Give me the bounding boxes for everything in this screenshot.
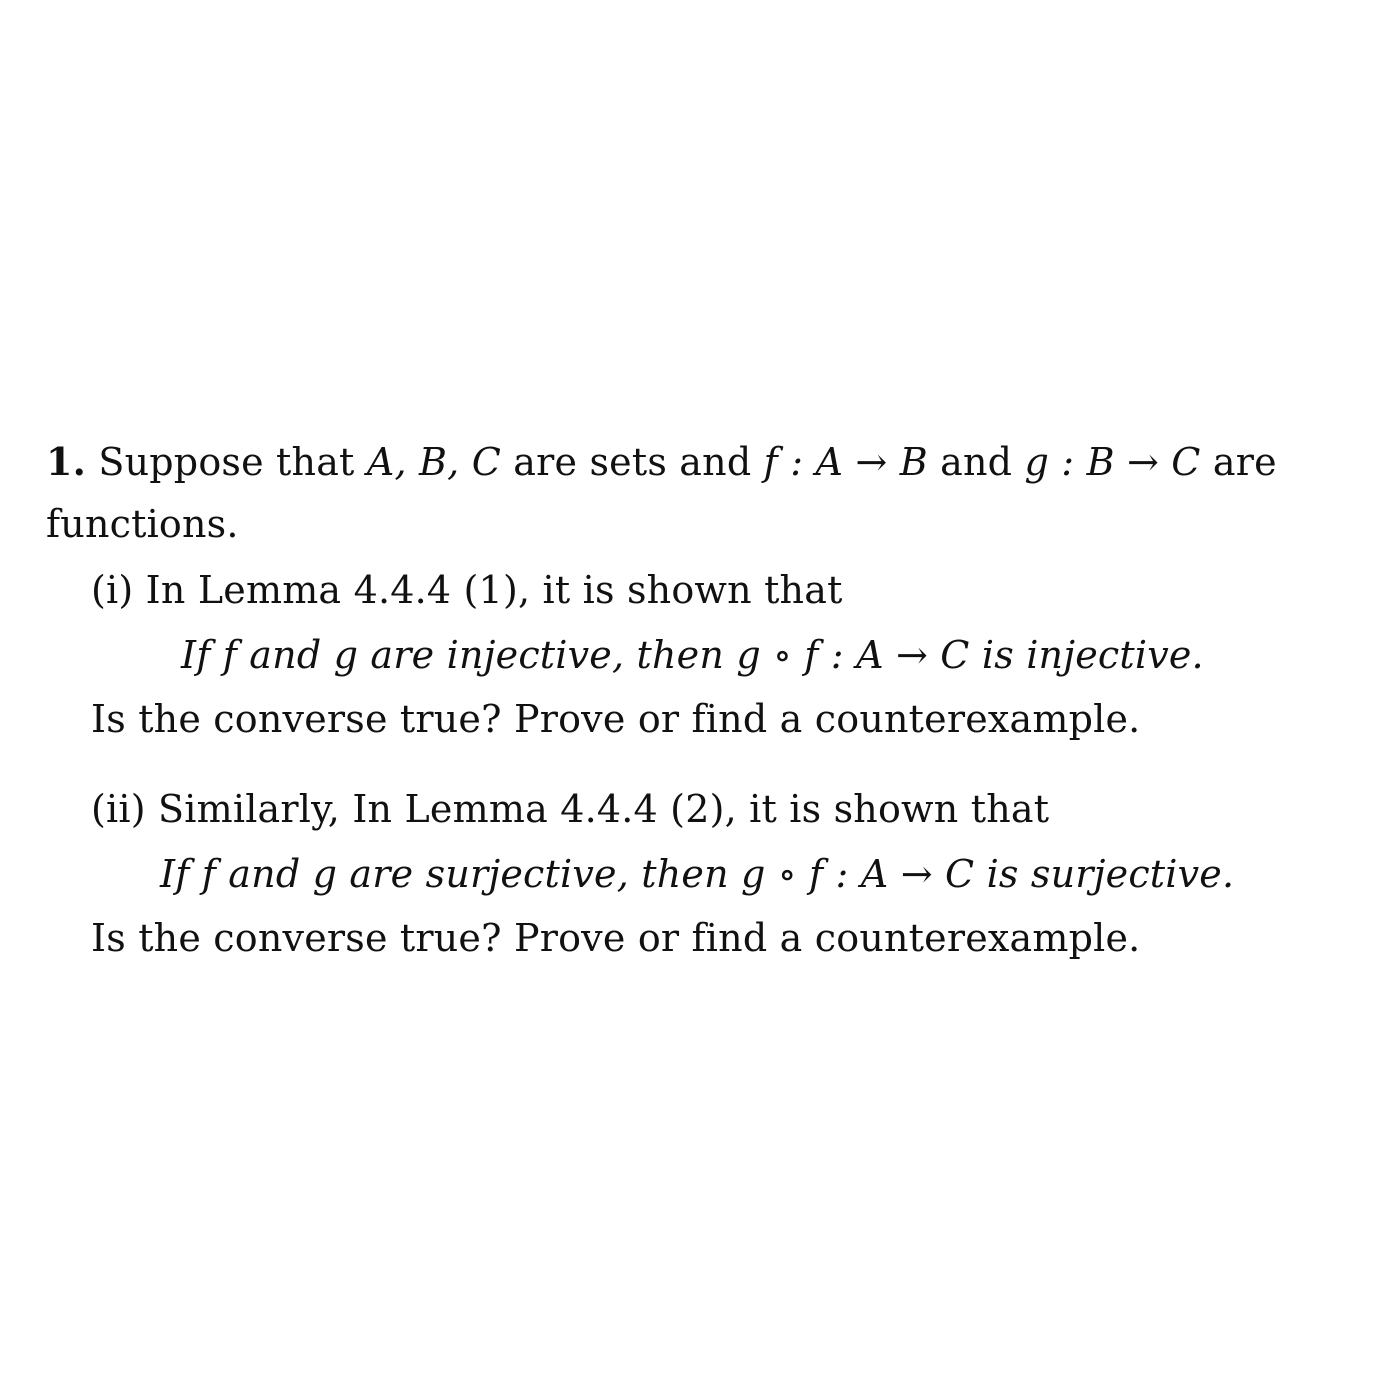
part-ii-statement: If f and g are surjective, then g ∘ f : A → C is surjective. xyxy=(160,852,1235,896)
problem-intro-continuation: functions. xyxy=(46,502,239,546)
part-i-statement: If f and g are injective, then g ∘ f : A → C is injective. xyxy=(181,633,1204,677)
intro-end-text: are xyxy=(1212,440,1277,484)
g-map-math: g : B → C xyxy=(1024,440,1201,484)
f-map-math: f : A → B xyxy=(763,440,928,484)
part-i-label: (i) In Lemma 4.4.4 (1), it is shown that xyxy=(91,568,843,612)
intro-mid-text: are sets and xyxy=(513,440,752,484)
problem-number: 1. xyxy=(46,439,87,484)
sets-math: A, B, C xyxy=(366,440,501,484)
part-i-question: Is the converse true? Prove or find a counterexample. xyxy=(91,697,1141,741)
problem-intro-line xyxy=(46,439,1277,484)
and-text: and xyxy=(940,440,1013,484)
part-ii-label: (ii) Similarly, In Lemma 4.4.4 (2), it is shown that xyxy=(91,787,1050,831)
part-ii-question: Is the converse true? Prove or find a counterexample. xyxy=(91,916,1141,960)
intro-text: Suppose that xyxy=(98,440,355,484)
